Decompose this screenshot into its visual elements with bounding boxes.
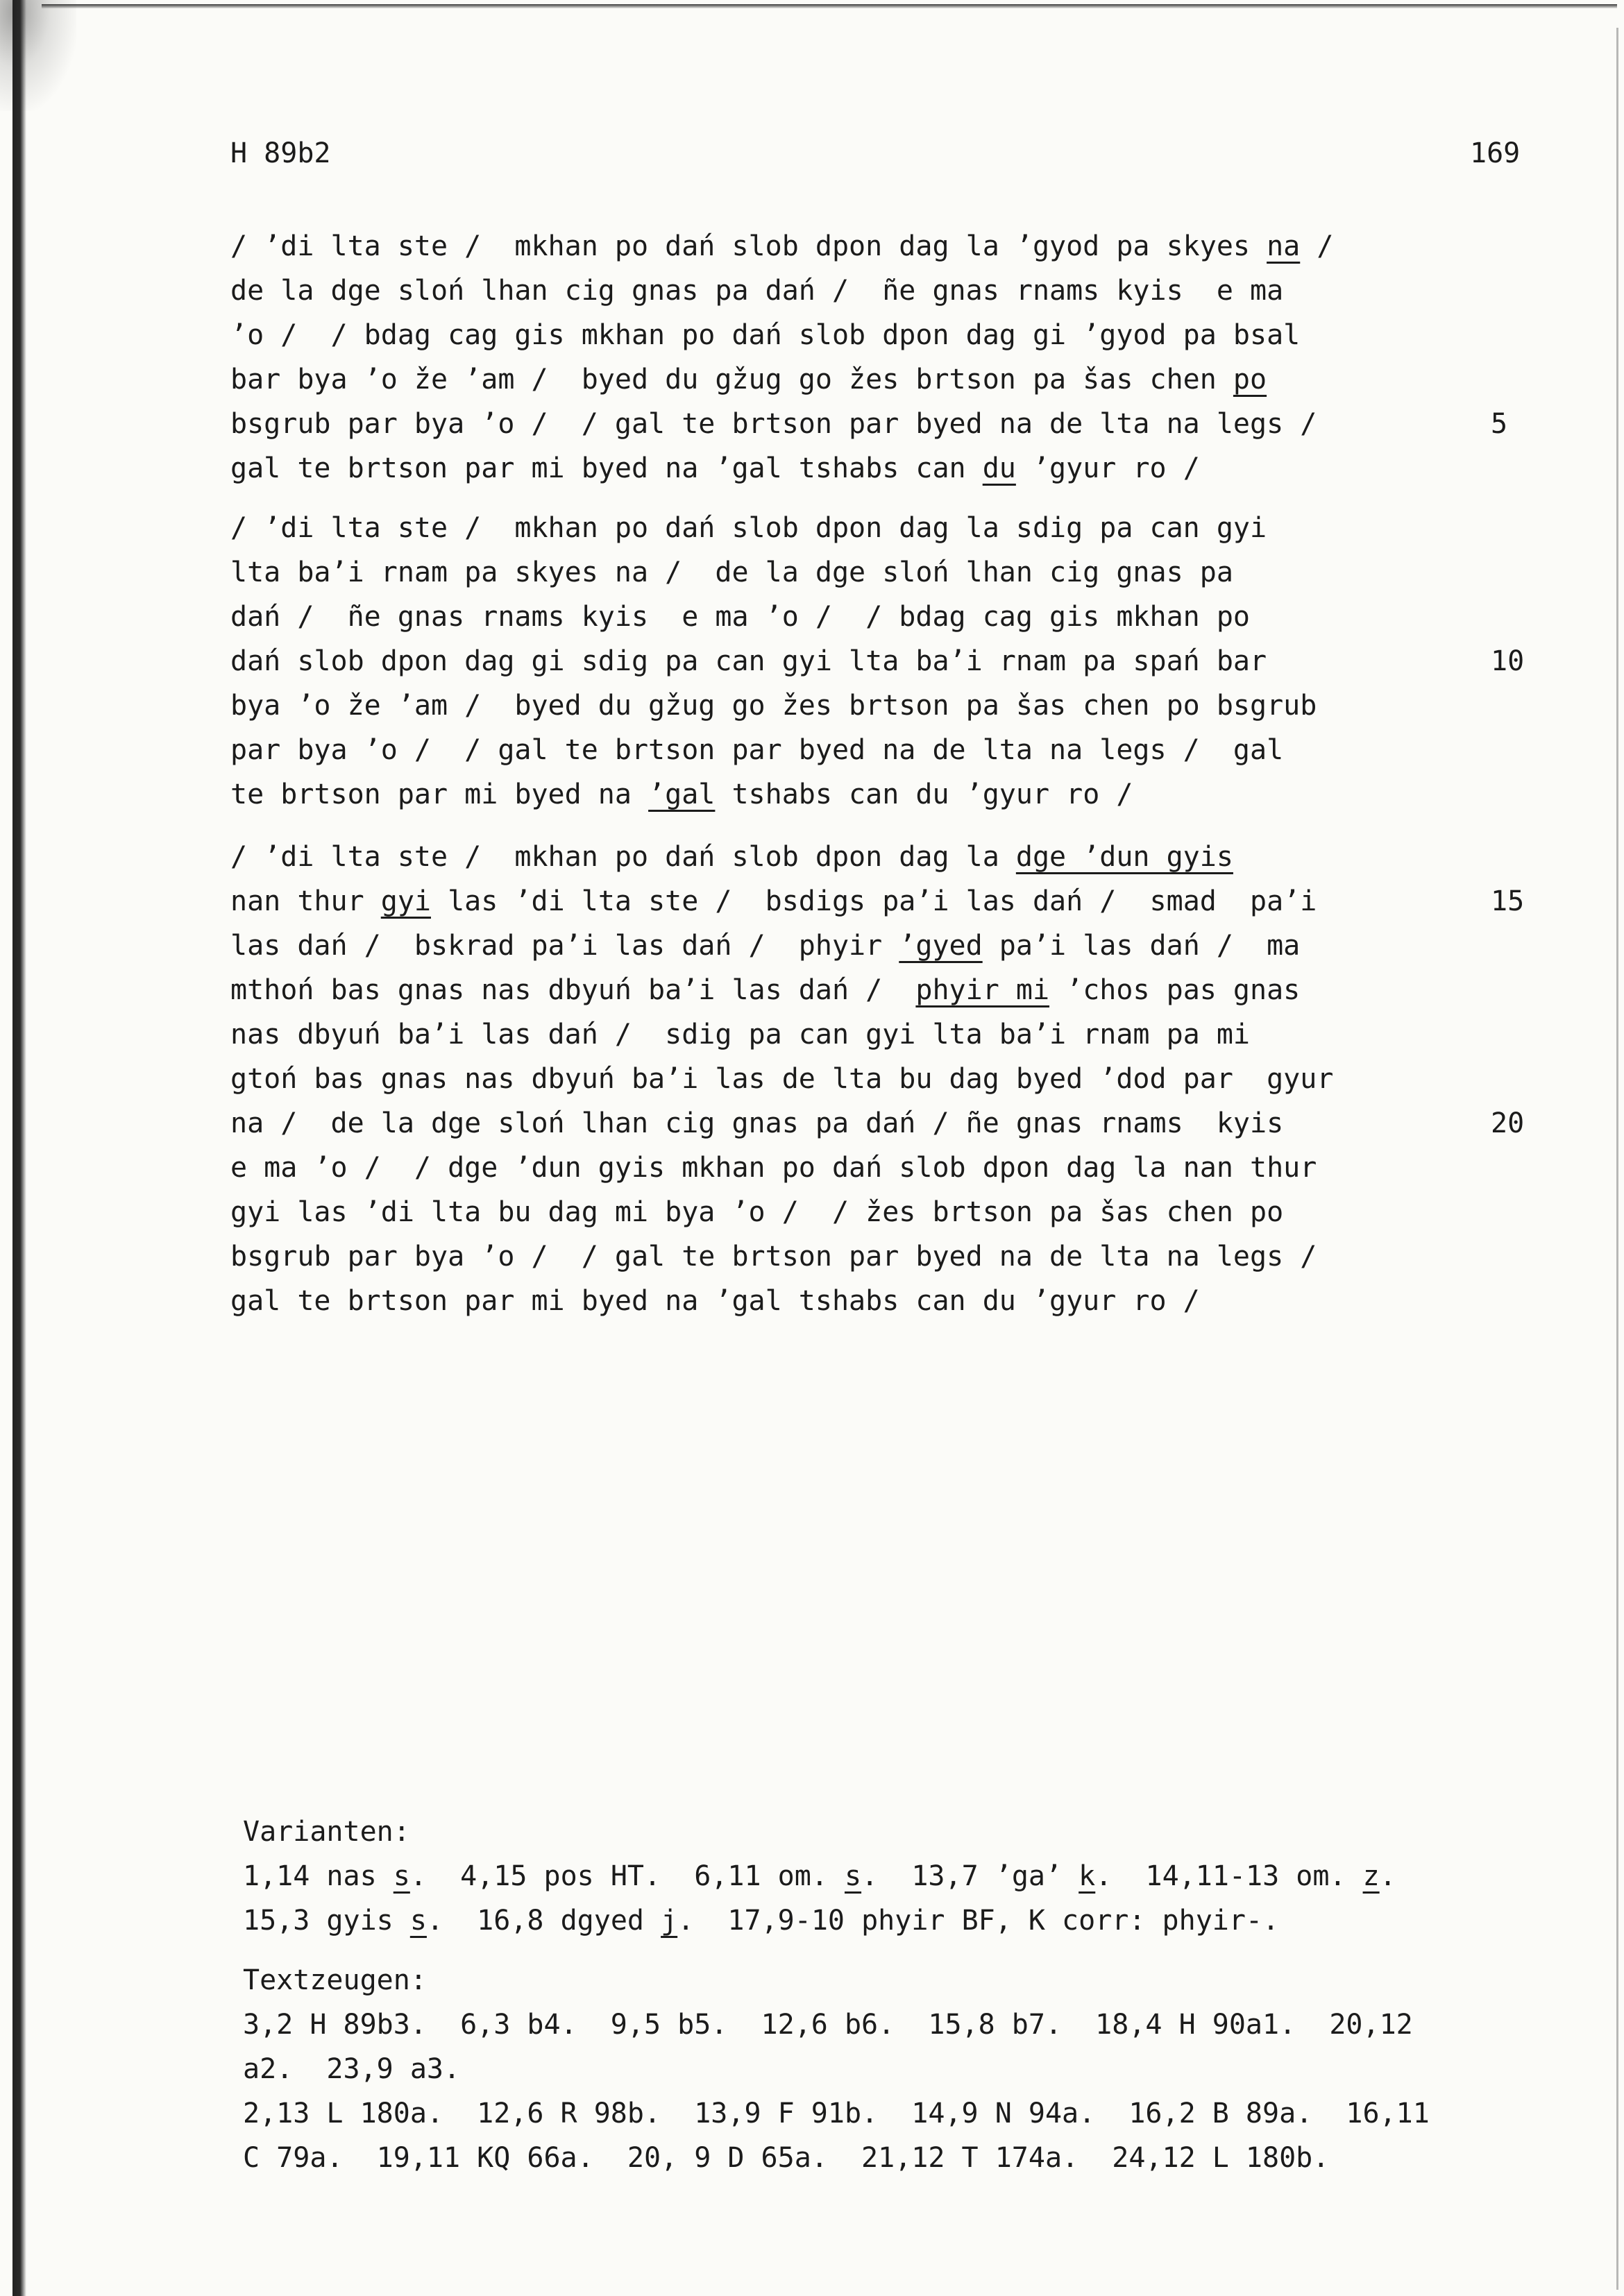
text-segment: gyi las ’di lta bu dag mi bya ’o / / žes brtson pa šas chen po [230,1196,1284,1228]
apparatus-line [243,1814,410,1849]
text-segment: . [1379,1860,1396,1892]
text-segment: 3,2 H 89b3. 6,3 b4. 9,5 b5. 12,6 b6. 15,8 b7. 18,4 H 90a1. 20,12 [243,2009,1413,2041]
text-segment: las ’di lta ste / bsdigs pa’i las dań / smad pa’i [431,885,1317,917]
text-segment: dań / ñe gnas rnams kyis e ma ’o / / bdag cag gis mkhan po [230,601,1251,633]
underlined-reading: phyir mi [915,974,1050,1006]
underlined-reading: na [1267,230,1301,262]
text-segment: nan thur [230,885,381,917]
text-segment: / ’di lta ste / mkhan po dań slob dpon dag la sdig pa can gyi [230,512,1267,544]
text-segment: . 4,15 pos HT. 6,11 om. [409,1860,845,1892]
underlined-reading: dge ’dun gyis [1015,841,1233,873]
text-line [230,644,1267,679]
text-segment: gal te brtson par mi byed na ’gal tshabs can du ’gyur ro / [230,1285,1200,1317]
apparatus-line [243,1903,1279,1938]
text-segment: te brtson par mi byed na [230,779,649,810]
text-segment: bsgrub par bya ’o / / gal te brtson par byed na de lta na legs / [230,408,1317,440]
text-segment: 1,14 nas [243,1860,394,1892]
text-segment: ’gyur ro / [1015,452,1200,484]
text-line [230,1195,1283,1230]
text-segment: na / de la dge sloń lhan cig gnas pa dań / ñe gnas rnams kyis [230,1107,1284,1139]
underlined-reading: ’gyed [899,930,983,962]
text-segment: gtoń bas gnas nas dbyuń ba’i las de lta bu dag byed ’dod par gyur [230,1063,1334,1095]
underlined-reading: z [1362,1860,1380,1892]
text-line [230,273,1283,308]
text-segment: Varianten: [243,1816,410,1848]
text-segment: / ’di lta ste / mkhan po dań slob dpon dag la [230,841,1016,873]
text-line [230,884,1317,919]
text-segment: par bya ’o / / gal te brtson par byed na de lta na legs / gal [230,734,1284,766]
text-segment: ’chos pas gnas [1049,974,1301,1006]
text-line [230,1017,1250,1052]
text-line [230,407,1317,441]
apparatus-line [243,1859,1396,1894]
folio-reference: H 89b2 [230,137,331,169]
text-segment: C 79a. 19,11 KQ 66a. 20, 9 D 65a. 21,12 T 174a. 24,12 L 180b. [243,2142,1330,2174]
text-segment: bar bya ’o že ’am / byed du gžug go žes brtson pa šas chen [230,364,1233,396]
line-number: 20 [1491,1107,1525,1139]
text-segment: bsgrub par bya ’o / / gal te brtson par byed na de lta na legs / [230,1241,1317,1273]
text-line [230,1062,1333,1096]
text-segment: pa’i las dań / ma [982,930,1301,962]
apparatus-line [243,2141,1329,2175]
apparatus-line [243,1963,427,1998]
text-segment: tshabs can du ’gyur ro / [715,779,1133,810]
text-segment: dań slob dpon dag gi sdig pa can gyi lta ba’i rnam pa spań bar [230,645,1267,677]
page-binding-edge [12,0,26,2296]
line-number: 15 [1491,885,1525,917]
text-line [230,688,1317,723]
text-line [230,733,1283,767]
text-line [230,451,1200,486]
apparatus-line [243,2096,1430,2131]
text-line [230,1150,1317,1185]
text-segment: 15,3 gyis [243,1905,410,1937]
text-segment: ’o / / bdag cag gis mkhan po dań slob dpon dag gi ’gyod pa bsal [230,319,1301,351]
text-line [230,318,1300,352]
underlined-reading: s [844,1860,862,1892]
text-segment: 2,13 L 180a. 12,6 R 98b. 13,9 F 91b. 14,9 N 94a. 16,2 B 89a. 16,11 [243,2098,1430,2129]
text-segment: gal te brtson par mi byed na ’gal tshabs can [230,452,983,484]
text-segment: mthoń bas gnas nas dbyuń ba’i las dań / [230,974,916,1006]
text-line [230,511,1267,545]
line-number: 10 [1491,645,1525,677]
text-segment: de la dge sloń lhan cig gnas pa dań / ñe gnas rnams kyis e ma [230,275,1284,307]
underlined-reading: po [1233,364,1267,396]
text-segment: / ’di lta ste / mkhan po dań slob dpon dag la ’gyod pa skyes [230,230,1267,262]
text-segment: . 14,11-13 om. [1095,1860,1363,1892]
underlined-reading: du [982,452,1016,484]
underlined-reading: j [661,1905,678,1937]
underlined-reading: gyi [380,885,431,917]
apparatus-line [243,2007,1413,2042]
text-line [230,1106,1283,1141]
text-segment: . 16,8 dgyed [426,1905,661,1937]
text-line [230,1239,1317,1274]
underlined-reading: s [409,1905,427,1937]
text-segment: las dań / bskrad pa’i las dań / phyir [230,930,899,962]
apparatus-line [243,2052,460,2086]
text-segment: . 17,9-10 phyir BF, K corr: phyir-. [677,1905,1280,1937]
text-segment: Textzeugen: [243,1964,427,1996]
text-segment: e ma ’o / / dge ’dun gyis mkhan po dań slob dpon dag la nan thur [230,1152,1317,1184]
page-number: 169 [1470,137,1521,169]
text-line [230,840,1233,874]
page-right-edge [1616,28,1618,2290]
page-top-edge [42,4,1617,8]
underlined-reading: k [1079,1860,1096,1892]
line-number: 5 [1491,408,1508,440]
text-line [230,555,1233,590]
text-segment: . 13,7 ’ga’ [861,1860,1079,1892]
underlined-reading: s [393,1860,410,1892]
text-line [230,928,1300,963]
underlined-reading: ’gal [648,779,716,810]
text-line [230,1284,1200,1318]
text-line [230,362,1267,397]
text-line [230,777,1133,812]
text-line [230,229,1333,264]
text-segment: nas dbyuń ba’i las dań / sdig pa can gyi lta ba’i rnam pa mi [230,1019,1251,1051]
text-segment: lta ba’i rnam pa skyes na / de la dge sloń lhan cig gnas pa [230,556,1233,588]
text-segment: / [1300,230,1334,262]
text-segment: bya ’o že ’am / byed du gžug go žes brtson pa šas chen po bsgrub [230,690,1317,722]
text-line [230,973,1300,1007]
text-line [230,599,1250,634]
text-segment: a2. 23,9 a3. [243,2053,461,2085]
page-edge-shadow [0,0,76,111]
